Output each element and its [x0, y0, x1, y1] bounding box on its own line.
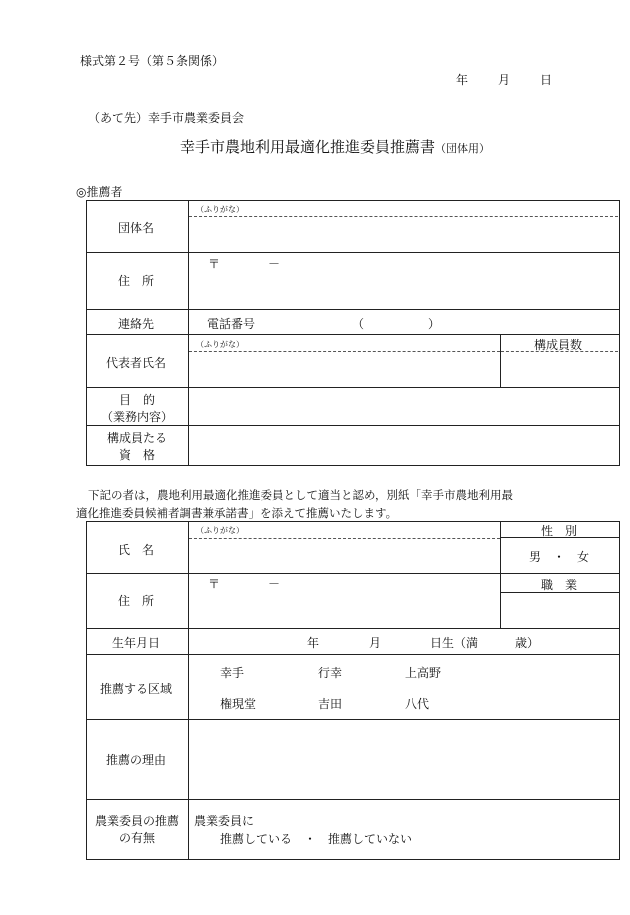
candidate-postal-mark: 〒 [208, 577, 221, 591]
members-divider [500, 334, 501, 387]
phone-label: 電話番号 [207, 317, 256, 331]
birth-age: 歳） [515, 636, 540, 650]
title-main: 幸手市農地利用最適化推進委員推薦書 [180, 138, 436, 156]
area-label: 推薦する区域 [100, 682, 173, 696]
rep-furigana-label: （ふりがな） [196, 340, 244, 349]
birth-month: 月 [369, 636, 382, 650]
ag-label-line1: 農業委員の推薦 [94, 814, 179, 828]
postal-dash: － [268, 257, 281, 271]
area-option: 八代 [405, 697, 430, 711]
purpose-label-line2: （業務内容） [100, 410, 173, 424]
area-option: 権現堂 [220, 697, 257, 711]
candidate-row-line [86, 719, 619, 720]
address-label: 住 所 [118, 274, 155, 288]
statement-line2: 適化推進委員候補者調書兼承諾書」を添えて推薦いたします。 [76, 506, 398, 520]
purpose-label-line1: 目 的 [118, 393, 155, 407]
members-count-label: 構成員数 [534, 338, 583, 352]
title-suffix: （団体用） [435, 142, 491, 155]
contact-label: 連絡先 [118, 317, 155, 331]
date-year: 年 [456, 73, 469, 87]
gender-options: 男 ・ 女 [529, 550, 590, 564]
ag-recommend-label [86, 812, 188, 846]
form-number: 様式第２号（第５条関係） [80, 54, 225, 68]
candidate-postal-dash: － [268, 577, 281, 591]
occupation-label: 職 業 [541, 578, 578, 592]
ag-label-line2: の有無 [118, 831, 155, 845]
candidate-furigana-label: （ふりがな） [196, 526, 244, 535]
recommender-row-line [86, 334, 619, 335]
area-option: 行幸 [318, 666, 343, 680]
furigana-divider [189, 351, 500, 352]
furigana-divider [189, 216, 618, 217]
ag-line2: 推薦している ・ 推薦していない [220, 832, 413, 846]
addressee: （あて先）幸手市農業委員会 [88, 111, 245, 125]
gender-label: 性 別 [541, 524, 578, 538]
reason-label: 推薦の理由 [106, 753, 167, 767]
postal-mark: 〒 [208, 257, 221, 271]
recommender-row-line [86, 309, 619, 310]
date-day: 日 [540, 73, 553, 87]
recommender-row-line [86, 425, 619, 426]
candidate-row-line [86, 799, 619, 800]
qualification-label-line1: 構成員たる [106, 431, 167, 445]
org-name-label: 団体名 [118, 221, 155, 235]
candidate-row-line [86, 628, 619, 629]
recommender-section-label: ◎推薦者 [76, 185, 123, 199]
phone-open-paren: （ [352, 317, 365, 331]
candidate-address-label: 住 所 [118, 594, 155, 608]
birth-label: 生年月日 [112, 636, 161, 650]
candidate-row-line [86, 573, 619, 574]
org-furigana-label: （ふりがな） [196, 205, 244, 214]
qualification-label [86, 429, 188, 463]
candidate-name-label: 氏 名 [118, 543, 155, 557]
birth-day: 日生（満 [430, 636, 479, 650]
area-option: 上高野 [405, 666, 442, 680]
statement-line1: 下記の者は，農地利用最適化推進委員として適当と認め，別紙「幸手市農地利用最 [88, 488, 514, 502]
area-option: 吉田 [318, 697, 343, 711]
birth-year: 年 [307, 636, 320, 650]
qualification-label-line2: 資 格 [118, 448, 155, 462]
candidate-row-line [86, 654, 619, 655]
candidate-label-divider [188, 521, 189, 859]
recommender-row-line [86, 252, 619, 253]
date-month: 月 [498, 73, 511, 87]
rep-name-label: 代表者氏名 [106, 356, 167, 370]
recommender-table [86, 200, 620, 466]
area-option: 幸手 [220, 666, 245, 680]
page-title [180, 136, 490, 157]
recommender-row-line [86, 387, 619, 388]
phone-close-paren: ） [428, 317, 441, 331]
furigana-divider [189, 538, 500, 539]
purpose-label [86, 391, 188, 425]
ag-line1: 農業委員に [194, 814, 255, 828]
